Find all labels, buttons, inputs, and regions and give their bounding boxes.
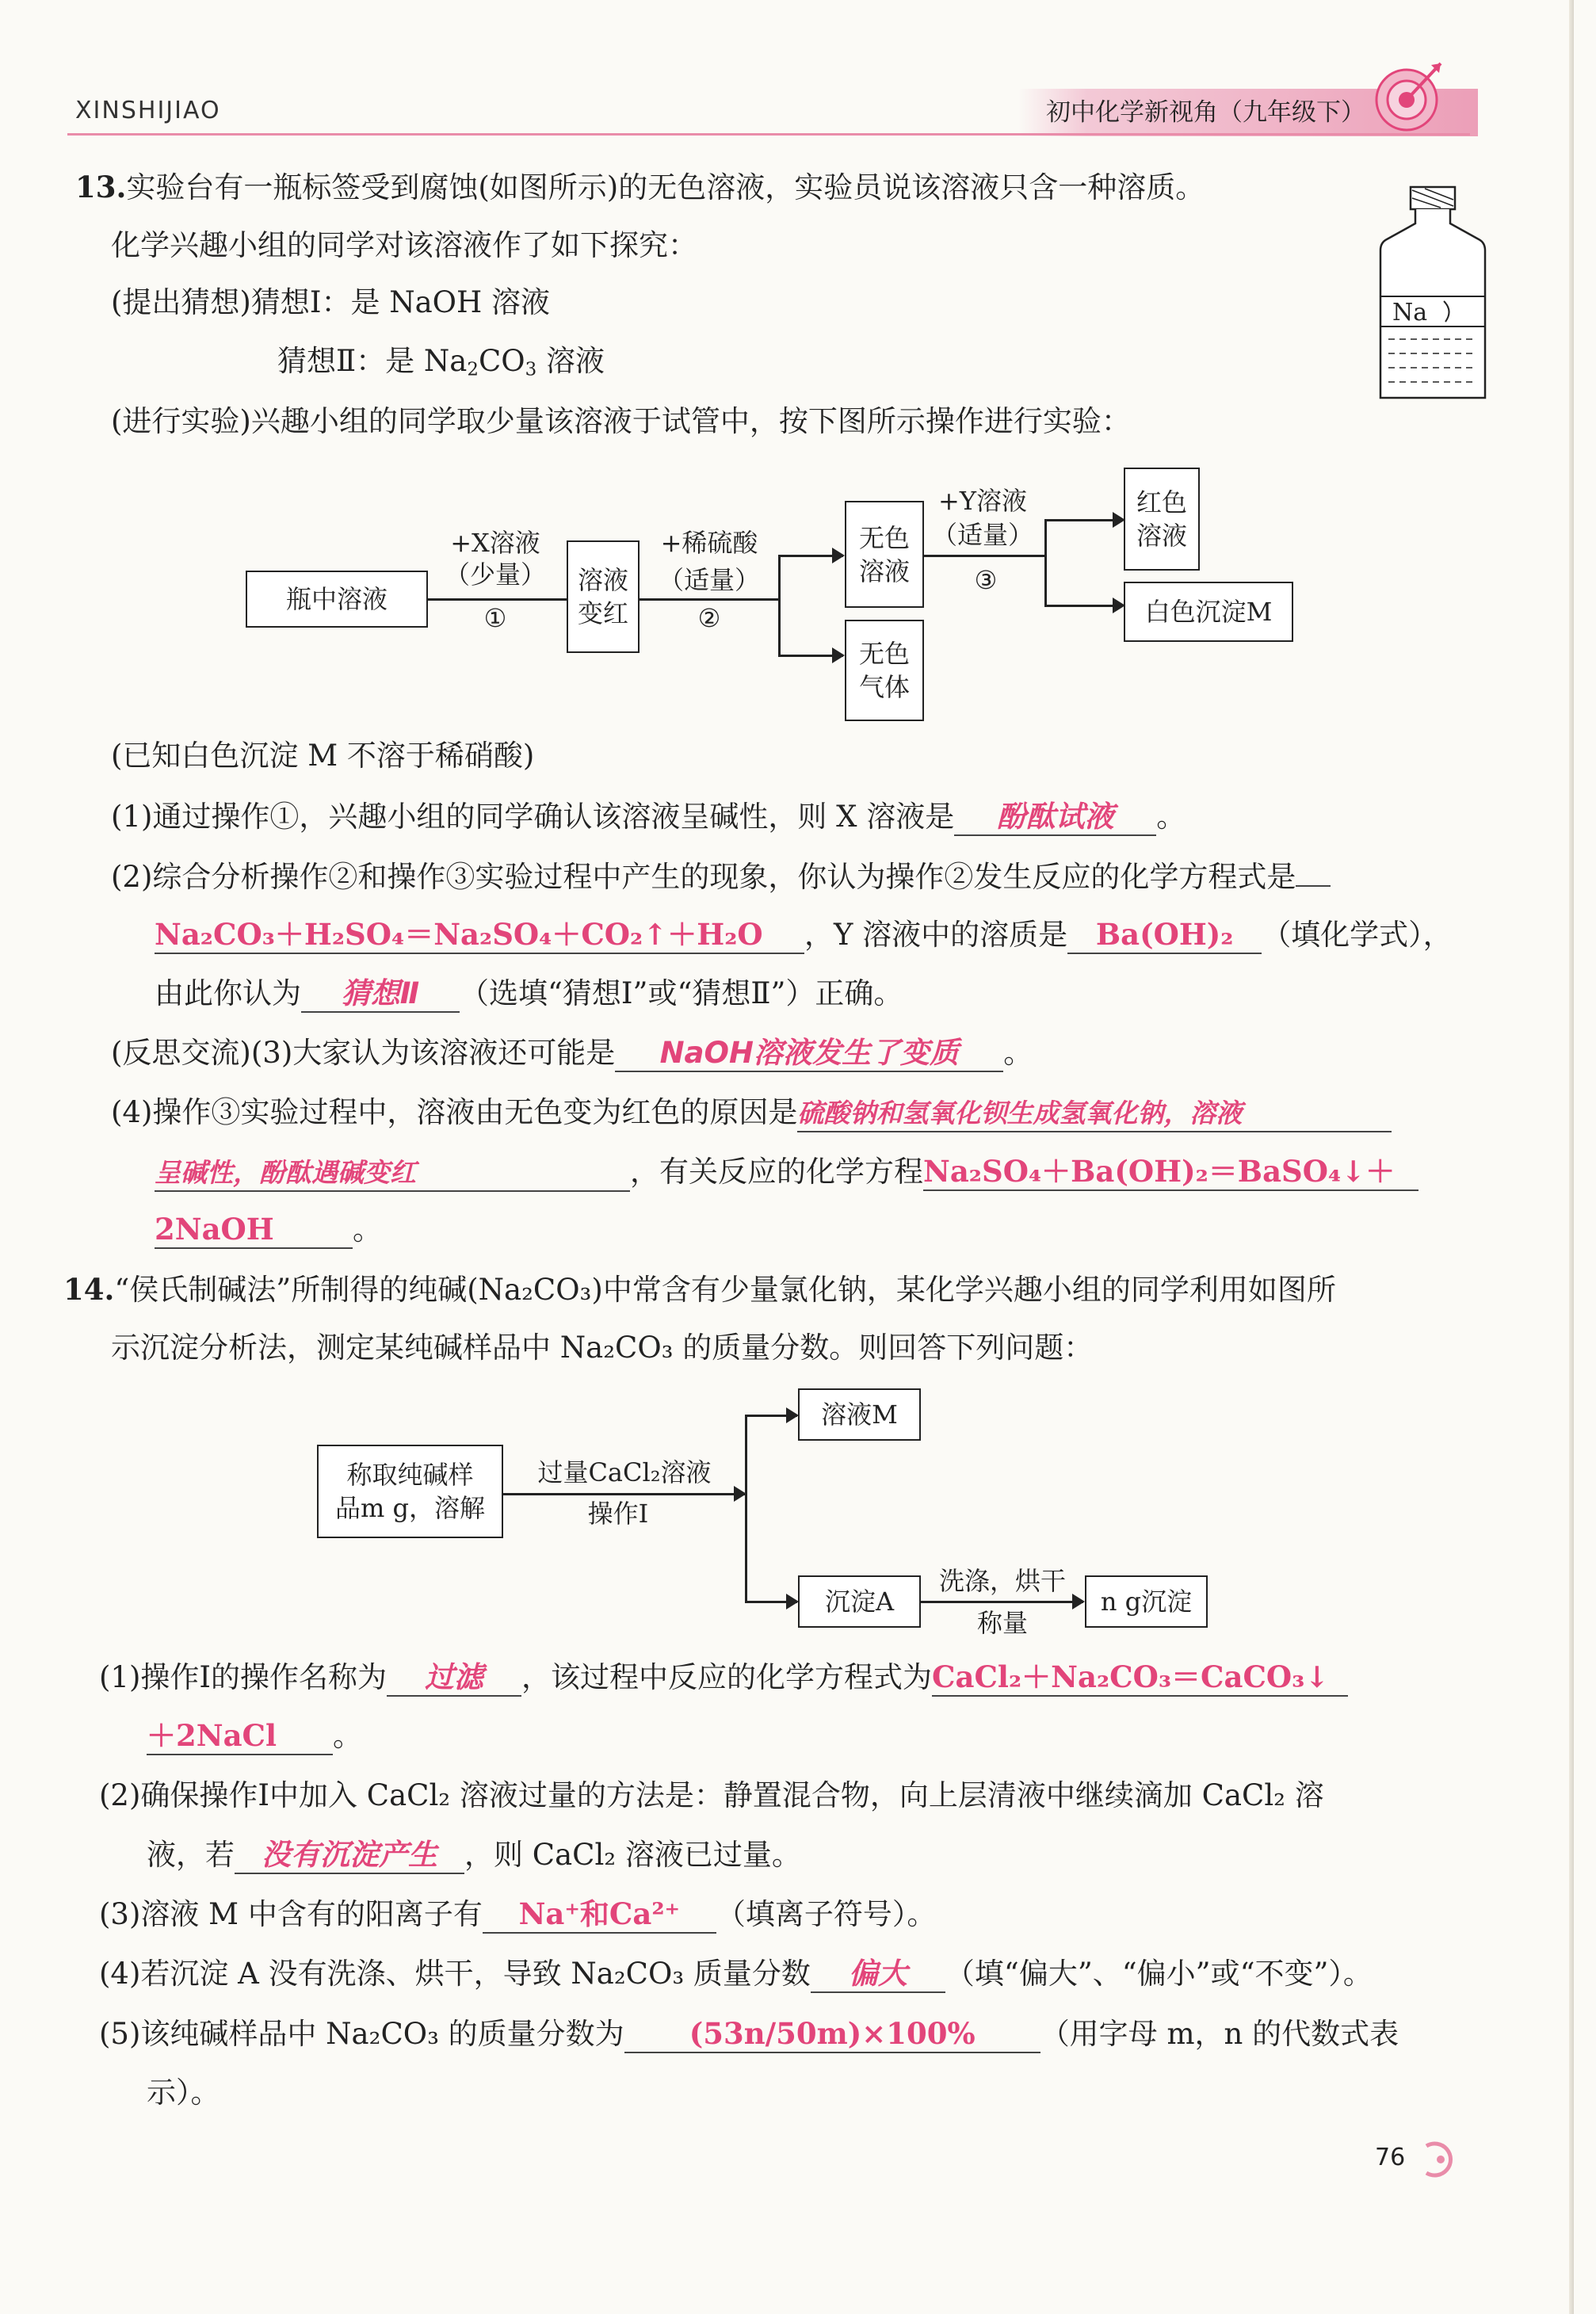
- q13-p4-equation2: 2NaOH: [155, 1212, 274, 1247]
- q13-p1: (1)通过操作①，兴趣小组的同学确认该溶液呈碱性，则 X 溶液是 酚酞试液 。: [111, 798, 1186, 836]
- q13-known: (已知白色沉淀 M 不溶于稀硝酸): [111, 739, 535, 773]
- op1-num: ①: [483, 603, 507, 633]
- bottle-label: Na: [1392, 299, 1428, 326]
- q13-p2-line3: 由此你认为 猜想Ⅱ （选填“猜想Ⅰ”或“猜想Ⅱ”）正确。: [155, 975, 903, 1013]
- q13-p4-equation1: Na₂SO₄＋Ba(OH)₂＝BaSO₄↓＋: [923, 1154, 1396, 1189]
- red-solution-result-box: 红色溶液: [1124, 468, 1200, 571]
- arrowhead: [832, 548, 845, 563]
- arrow-4: [924, 555, 1044, 557]
- arrow-1: [428, 598, 567, 601]
- q14-op1-top: 过量CaCl₂溶液: [537, 1457, 712, 1487]
- precipitate-a-box: 沉淀A: [798, 1575, 921, 1628]
- q13-experiment: (进行实验)兴趣小组的同学取少量该溶液于试管中，按下图所示操作进行实验：: [111, 404, 1131, 438]
- q13-p2-guess: 猜想Ⅱ: [341, 976, 420, 1010]
- q14-arrow-3: [921, 1601, 1083, 1603]
- q14-p5-line2: 示）。: [147, 2075, 220, 2110]
- header-rule: [67, 133, 1470, 136]
- op2-mid: （适量）: [658, 565, 760, 595]
- q13-p4-line3: 2NaOH 。: [155, 1211, 382, 1249]
- q13-p4: (4)操作③实验过程中，溶液由无色变为红色的原因是硫酸钠和氢氧化钡生成氢氧化钠，溶液: [111, 1094, 1392, 1132]
- q14-p2-line1: (2)确保操作Ⅰ中加入 CaCl₂ 溶液过量的方法是：静置混合物，向上层清液中继续滴加 CaCl₂ 溶: [99, 1778, 1324, 1812]
- q14-p2-line2: 液，若 没有沉淀产生 ，则 CaCl₂ 溶液已过量。: [147, 1836, 801, 1874]
- q14-p4-answer: 偏大: [848, 1957, 907, 1991]
- op2-top: +稀硫酸: [660, 528, 758, 558]
- colorless-gas-box: 无色气体: [845, 620, 924, 721]
- q14-number: 14.: [63, 1272, 115, 1307]
- q14-p5: (5)该纯碱样品中 Na₂CO₃ 的质量分数为 (53n/50m)×100% （用字母 m，n 的代数式表: [99, 2015, 1399, 2053]
- op2-num: ②: [697, 603, 721, 633]
- q14-arrow-1: [503, 1493, 745, 1495]
- q14-p3-answer: Na⁺和Ca²⁺: [518, 1896, 681, 1931]
- q13-p4-line2: 呈碱性，酚酞遇碱变红 ，有关反应的化学方程Na₂SO₄＋Ba(OH)₂＝BaSO₄↓＋: [155, 1153, 1418, 1192]
- page-edge: [1569, 0, 1574, 2314]
- white-precipitate-box: 白色沉淀M: [1124, 582, 1293, 642]
- q14-p1-answer: 过滤: [425, 1660, 484, 1694]
- q13-p2-line2: Na₂CO₃＋H₂SO₄＝Na₂SO₄＋CO₂↑＋H₂O ，Y 溶液中的溶质是 Ba(OH)₂ （填化学式），: [155, 916, 1453, 954]
- q14-p1: (1)操作Ⅰ的操作名称为 过滤 ，该过程中反应的化学方程式为CaCl₂＋Na₂CO₃＝CaCO₃↓: [99, 1659, 1348, 1697]
- flow-start-box: 瓶中溶液: [246, 571, 428, 628]
- branch-1: [778, 555, 781, 656]
- q14-p2-answer: 没有沉淀产生: [262, 1838, 437, 1872]
- arrowhead: [786, 1594, 799, 1609]
- q13-p2-y: Ba(OH)₂: [1095, 917, 1234, 952]
- arrowhead: [832, 647, 845, 663]
- q14-op2-bottom: 称量: [976, 1608, 1028, 1638]
- page-number: 76: [1375, 2144, 1406, 2171]
- sample-box: 称取纯碱样 品m g，溶解: [317, 1445, 503, 1538]
- header-left: XINSHIJIAO: [75, 97, 221, 124]
- arrow-2: [640, 598, 778, 601]
- q14-op2-top: 洗涤，烘干: [938, 1566, 1066, 1596]
- page-corner-ornament: [1418, 2140, 1458, 2179]
- colorless-solution-box: 无色溶液: [845, 501, 924, 608]
- q13-p3-answer: NaOH溶液发生了变质: [659, 1036, 959, 1070]
- q14-intro1: “侯氏制碱法”所制得的纯碱(Na₂CO₃)中常含有少量氯化钠，某化学兴趣小组的同学利用如图所: [114, 1273, 1336, 1307]
- q14-p1-line2: ＋2NaCl 。: [147, 1717, 362, 1755]
- q13-p4-answer1: 硫酸钠和氢氧化钡生成氢氧化钠，溶液: [797, 1098, 1243, 1128]
- q13-guess1: (提出猜想)猜想Ⅰ：是 NaOH 溶液: [111, 285, 551, 319]
- branch-2: [1044, 519, 1047, 606]
- q13-p2-equation: Na₂CO₃＋H₂SO₄＝Na₂SO₄＋CO₂↑＋H₂O: [155, 917, 763, 952]
- op1-top: +X溶液: [450, 528, 540, 558]
- arrowhead: [786, 1407, 799, 1423]
- q13-p3: (反思交流)(3)大家认为该溶液还可能是 NaOH溶液发生了变质 。: [111, 1034, 1033, 1072]
- q14-branch: [745, 1415, 747, 1602]
- q13-p1-answer: 酚酞试液: [996, 800, 1114, 834]
- q14-p1-equation2: ＋2NaCl: [147, 1718, 277, 1753]
- op3-num: ③: [974, 565, 998, 595]
- op3-mid: （适量）: [931, 520, 1033, 550]
- q13-intro1: 实验台有一瓶标签受到腐蚀(如图所示)的无色溶液，实验员说该溶液只含一种溶质。: [126, 170, 1205, 204]
- arrow-5b: [1044, 605, 1122, 607]
- q14-intro-line1: [63, 1270, 1336, 1309]
- red-solution-box: 溶液变红: [567, 540, 640, 653]
- result-box: n g沉淀: [1085, 1575, 1208, 1628]
- q13-intro2: 化学兴趣小组的同学对该溶液作了如下探究：: [111, 228, 697, 262]
- q14-op1-bottom: 操作Ⅰ: [587, 1499, 649, 1529]
- q14-p5-answer: (53n/50m)×100%: [689, 2016, 976, 2051]
- q14-p3: (3)溶液 M 中含有的阳离子有 Na⁺和Ca²⁺ （填离子符号）。: [99, 1896, 936, 1934]
- q13-p2: (2)综合分析操作②和操作③实验过程中产生的现象，你认为操作②发生反应的化学方程式是: [111, 858, 1331, 896]
- op3-top: +Y溶液: [938, 486, 1027, 516]
- op1-mid: （少量）: [444, 559, 546, 590]
- q13-guess2: 猜想Ⅱ：是 $Na_2CO_3$ 溶液: [277, 344, 605, 380]
- q13-p4-answer2: 呈碱性，酚酞遇碱变红: [155, 1157, 416, 1188]
- arrow-5a: [1044, 519, 1122, 521]
- q13-intro-line1: [75, 168, 1205, 207]
- header-right: 初中化学新视角（九年级下）: [1046, 98, 1365, 127]
- q14-p4: (4)若沉淀 A 没有洗涤、烘干，导致 Na₂CO₃ 质量分数 偏大 （填“偏大”、“偏小”或“不变”）。: [99, 1955, 1373, 1993]
- reagent-bottle-figure: [1377, 184, 1488, 406]
- solution-m-box: 溶液M: [798, 1388, 921, 1441]
- target-icon: [1363, 54, 1450, 141]
- q13-number: 13.: [75, 170, 127, 204]
- q14-intro2: 示沉淀分析法，测定某纯碱样品中 Na₂CO₃ 的质量分数。则回答下列问题：: [111, 1331, 1094, 1365]
- q14-p1-equation1: CaCl₂＋Na₂CO₃＝CaCO₃↓: [932, 1659, 1330, 1694]
